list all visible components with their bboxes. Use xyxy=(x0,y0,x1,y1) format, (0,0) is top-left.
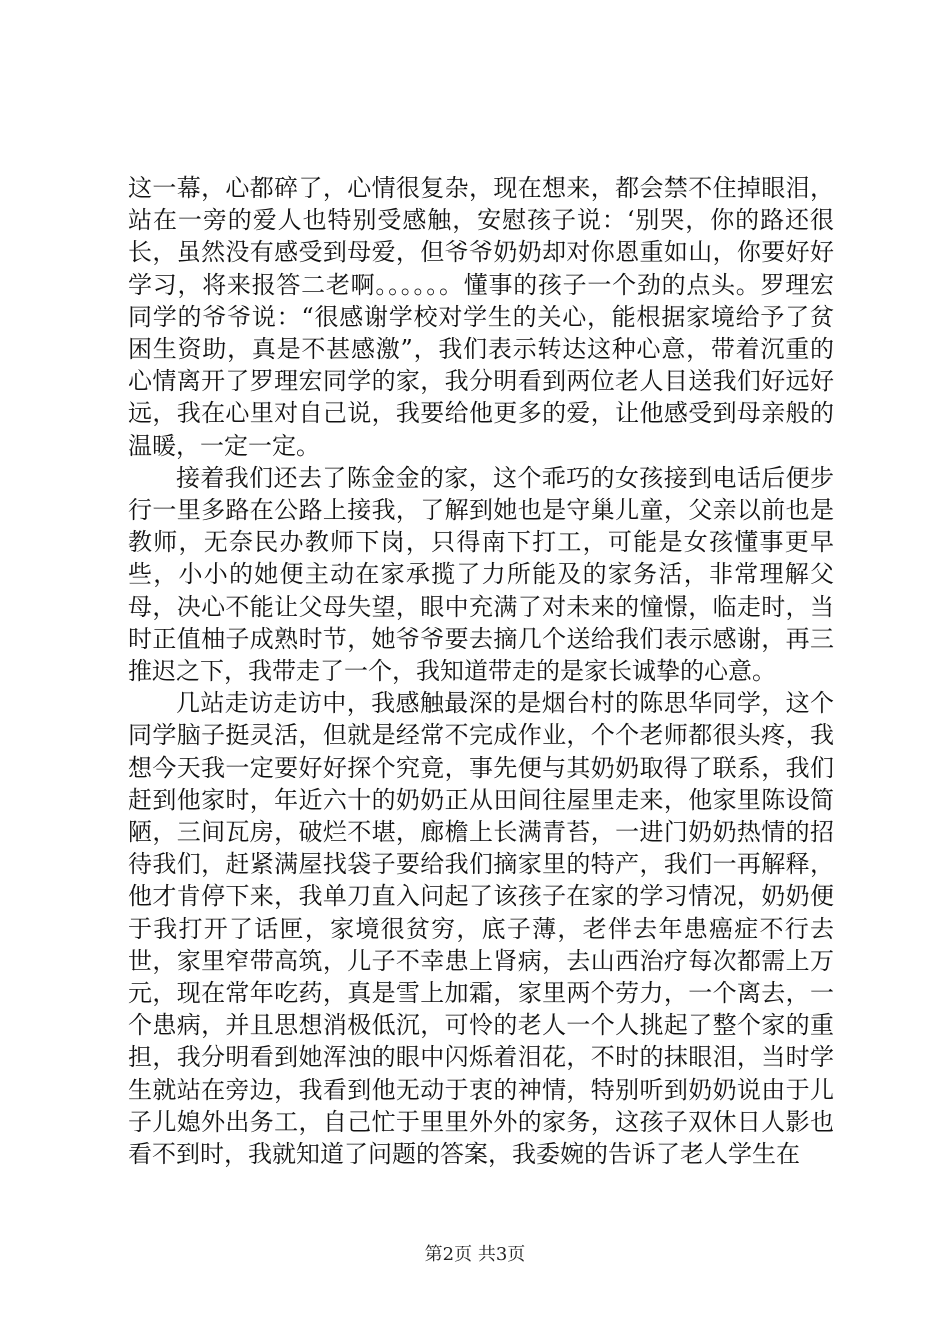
document-body xyxy=(128,172,834,1170)
paragraph-3: 几站走访走访中，我感触最深的是烟台村的陈思华同学，这个同学脑子挺灵活，但就是经常不完成作业，个个老师都很头疼，我想今天我一定要好好探个究竟，事先便与其奶奶取得了联系，我们赶到他家时，年近六十的奶奶正从田间往屋里走来，他家里陈设简陋，三间瓦房，破烂不堪，廊檐上长满青苔，一进门奶奶热情的招待我们，赶紧满屋找袋子要给我们摘家里的特产，我们一再解释，他才肯停下来，我单刀直入问起了该孩子在家的学习情况，奶奶便于我打开了话匣，家境很贫穷，底子薄，老伴去年患癌症不行去世，家里窄带高筑，儿子不幸患上肾病，去山西治疗每次都需上万元，现在常年吃药，真是雪上加霜，家里两个劳力，一个离去，一个患病，并且思想消极低沉，可怜的老人一个人挑起了整个家的重担，我分明看到她浑浊的眼中闪烁着泪花，不时的抹眼泪，当时学生就站在旁边，我看到他无动于衷的神情，特别听到奶奶说由于儿子儿媳外出务工，自己忙于里里外外的家务，这孩子双休日人影也看不到时，我就知道了问题的答案，我委婉的告诉了老人学生在 xyxy=(128,689,834,1169)
page-number-footer: 第2页 共3页 xyxy=(424,1244,526,1265)
paragraph-1: 这一幕，心都碎了，心情很复杂，现在想来，都会禁不住掉眼泪，站在一旁的爱人也特别受感触，安慰孩子说：‘别哭，你的路还很长，虽然没有感受到母爱，但爷爷奶奶却对你恩重如山，你要好好学习，将来报答二老啊。。。。。。懂事的孩子一个劲的点头。罗理宏同学的爷爷说：“很感谢学校对学生的关心，能根据家境给予了贫困生资助，真是不甚感激”，我们表示转达这种心意，带着沉重的心情离开了罗理宏同学的家，我分明看到两位老人目送我们好远好远，我在心里对自己说，我要给他更多的爱，让他感受到母亲般的温暖，一定一定。 xyxy=(128,174,834,460)
paragraph-2: 接着我们还去了陈金金的家，这个乖巧的女孩接到电话后便步行一里多路在公路上接我，了解到她也是守巢儿童，父亲以前也是教师，无奈民办教师下岗，只得南下打工，可能是女孩懂事更早些，小小的她便主动在家承揽了力所能及的家务活，非常理解父母，决心不能让父母失望，眼中充满了对未来的憧憬，临走时，当时正值柚子成熟时节，她爷爷要去摘几个送给我们表示感谢，再三推迟之下，我带走了一个，我知道带走的是家长诚挚的心意。 xyxy=(128,463,834,686)
